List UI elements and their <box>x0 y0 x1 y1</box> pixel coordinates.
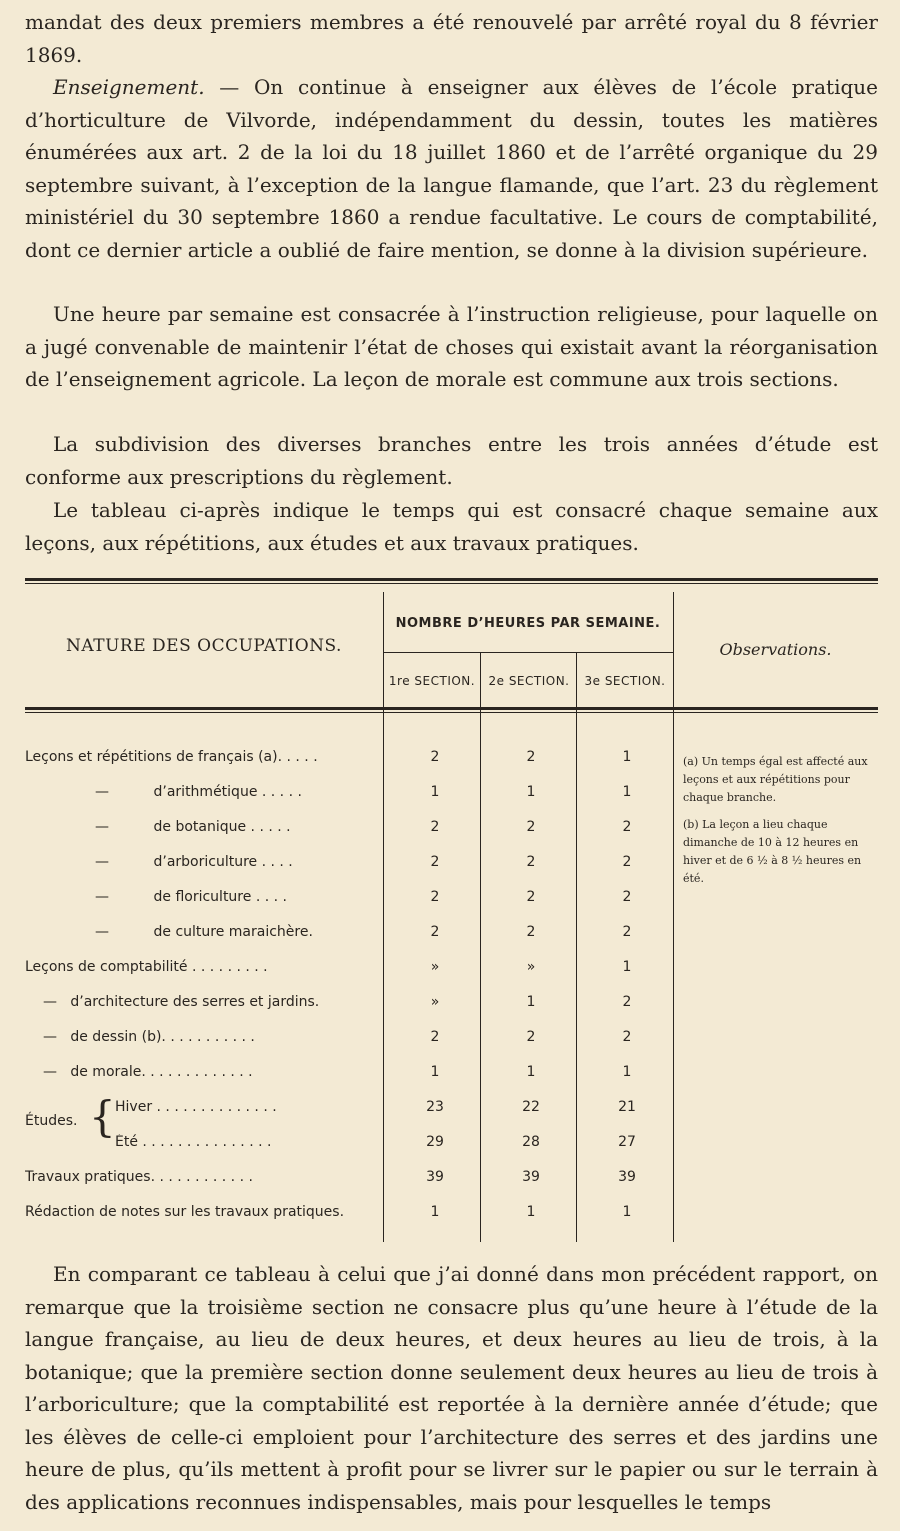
cell-section-3: 2 <box>622 854 632 870</box>
cell-section-1: 2 <box>430 854 440 870</box>
table-row <box>25 924 878 959</box>
header-section-2: 2e SECTION. <box>488 674 570 688</box>
cell-section-2: 22 <box>522 1099 540 1115</box>
cell-section-3: 1 <box>622 1064 632 1080</box>
row-label: Travaux pratiques. . . . . . . . . . . . <box>25 1169 253 1185</box>
cell-section-1: 29 <box>426 1134 444 1150</box>
cell-section-2: 1 <box>526 1204 536 1220</box>
cell-section-1: 1 <box>430 1064 440 1080</box>
table-row <box>25 1029 878 1064</box>
row-label: Hiver . . . . . . . . . . . . . . <box>115 1099 277 1115</box>
table-top-rule-thin <box>25 583 878 584</box>
row-label: — de culture maraichère. <box>95 924 313 940</box>
cell-section-1: 2 <box>430 889 440 905</box>
cell-section-3: 2 <box>622 1029 632 1045</box>
paragraph-tableau-intro: Le tableau ci-après indique le temps qui est consacré chaque semaine aux leçons, aux répétitions, aux études et aux travaux pratiques. <box>25 498 878 555</box>
paragraph-enseignement-text: — On continue à enseigner aux élèves de l’école pratique d’horticulture de Vilvorde, indépendamment du dessin, toutes les matières énumérées aux art. 2 de la loi du 18 juillet 1860 et de l’arrêté organique du 29 septembre suivant, à l’exception de la langue flamande, que l’art. 23 du règlement ministériel du 30 septembre 1860 a rendue facultative. Le cours de comptabilité, dont ce dernier article a oublié de faire mention, se donne à la division supérieure. <box>25 75 878 262</box>
cell-section-2: 1 <box>526 784 536 800</box>
cell-section-3: 2 <box>622 819 632 835</box>
cell-section-3: 39 <box>618 1169 636 1185</box>
table-top-rule <box>25 578 878 581</box>
cell-section-1: » <box>430 994 440 1010</box>
paragraph-mandat: mandat des deux premiers membres a été renouvelé par arrêté royal du 8 février 1869. <box>25 10 878 67</box>
header-nombre-heures: NOMBRE D’HEURES PAR SEMAINE. <box>395 616 661 631</box>
table-row <box>25 1099 878 1134</box>
row-label: — de morale. . . . . . . . . . . . . <box>43 1064 253 1080</box>
cell-section-1: 2 <box>430 749 440 765</box>
brace-glyph: { <box>89 1092 116 1141</box>
header-section-3: 3e SECTION. <box>584 674 666 688</box>
cell-section-1: 2 <box>430 924 440 940</box>
paragraph-comparaison: En comparant ce tableau à celui que j’ai donné dans mon précédent rapport, on remarque que la troisième section ne consacre plus qu’une heure à l’étude de la langue française, au lieu de deux heures, et deux heures au lieu de trois, à la botanique; que la première section donne seulement deux heures au lieu de trois à l’arboriculture; que la comptabilité est reportée à la dernière année d’étude; que les élèves de celle-ci emploient pour l’architecture des serres et des jardins une heure de plus, qu’ils mettent à profit pour se livrer sur le papier ou sur le terrain à des applications reconnues indispensables, mais pour lesquelles le temps <box>25 1262 878 1514</box>
cell-section-1: 39 <box>426 1169 444 1185</box>
header-bottom-rule <box>25 707 878 710</box>
cell-section-2: 1 <box>526 994 536 1010</box>
cell-section-3: 21 <box>618 1099 636 1115</box>
cell-section-2: 2 <box>526 749 536 765</box>
row-label: — d’arboriculture . . . . <box>95 854 293 870</box>
cell-section-1: 1 <box>430 1204 440 1220</box>
cell-section-1: 23 <box>426 1099 444 1115</box>
header-nature: NATURE DES OCCUPATIONS. <box>66 636 342 656</box>
row-label: — de botanique . . . . . <box>95 819 291 835</box>
cell-section-2: 2 <box>526 1029 536 1045</box>
cell-section-2: 28 <box>522 1134 540 1150</box>
cell-section-1: » <box>430 959 440 975</box>
cell-section-2: » <box>526 959 536 975</box>
table-row <box>25 994 878 1029</box>
row-label: Rédaction de notes sur les travaux pratiques. <box>25 1204 345 1220</box>
row-label: Leçons de comptabilité . . . . . . . . . <box>25 959 268 975</box>
cell-section-2: 2 <box>526 924 536 940</box>
cell-section-3: 2 <box>622 924 632 940</box>
paragraph-subdivision: La subdivision des diverses branches entre les trois années d’étude est conforme aux prescriptions du règlement. <box>25 432 878 489</box>
header-section-1: 1re SECTION. <box>388 674 476 688</box>
table-row <box>25 1204 878 1239</box>
header-observations: Observations. <box>719 640 832 659</box>
row-label: — de dessin (b). . . . . . . . . . . <box>43 1029 255 1045</box>
cell-section-2: 2 <box>526 889 536 905</box>
cell-section-2: 2 <box>526 854 536 870</box>
paragraph-enseignement <box>25 71 878 266</box>
table-row <box>25 959 878 994</box>
cell-section-3: 2 <box>622 994 632 1010</box>
cell-section-3: 1 <box>622 749 632 765</box>
header-bottom-rule-thin <box>25 712 878 713</box>
observation-note-a: (a) Un temps égal est affecté aux leçons et aux répétitions pour chaque branche. <box>683 755 868 804</box>
observation-note-b: (b) La leçon a lieu chaque dimanche de 10 à 12 heures en hiver et de 6 ½ à 8 ½ heures en été. <box>683 818 862 885</box>
cell-section-2: 39 <box>522 1169 540 1185</box>
etudes-label: Études. <box>25 1113 78 1129</box>
table-row <box>25 889 878 924</box>
cell-section-3: 2 <box>622 889 632 905</box>
table-row <box>25 1064 878 1099</box>
cell-section-1: 2 <box>430 819 440 835</box>
cell-section-3: 27 <box>618 1134 636 1150</box>
section-heading-enseignement: Enseignement. <box>53 75 205 99</box>
cell-section-2: 1 <box>526 1064 536 1080</box>
row-label: — d’architecture des serres et jardins. <box>43 994 320 1010</box>
paragraph-instruction-religieuse: Une heure par semaine est consacrée à l’instruction religieuse, pour laquelle on a jugé convenable de maintenir l’état de choses qui existait avant la réorganisation de l’enseignement agricole. La leçon de morale est commune aux trois sections. <box>25 302 878 391</box>
cell-section-1: 2 <box>430 1029 440 1045</box>
table-row <box>25 1134 878 1169</box>
row-label: Leçons et répétitions de français (a). . . . . <box>25 749 318 765</box>
cell-section-3: 1 <box>622 959 632 975</box>
row-label: — de floriculture . . . . <box>95 889 287 905</box>
cell-section-1: 1 <box>430 784 440 800</box>
cell-section-2: 2 <box>526 819 536 835</box>
cell-section-3: 1 <box>622 1204 632 1220</box>
row-label: — d’arithmétique . . . . . <box>95 784 302 800</box>
row-label: Été . . . . . . . . . . . . . . . <box>115 1134 272 1150</box>
table-row <box>25 1169 878 1204</box>
hours-table <box>25 578 878 1242</box>
cell-section-3: 1 <box>622 784 632 800</box>
header-subdivider <box>383 652 673 653</box>
